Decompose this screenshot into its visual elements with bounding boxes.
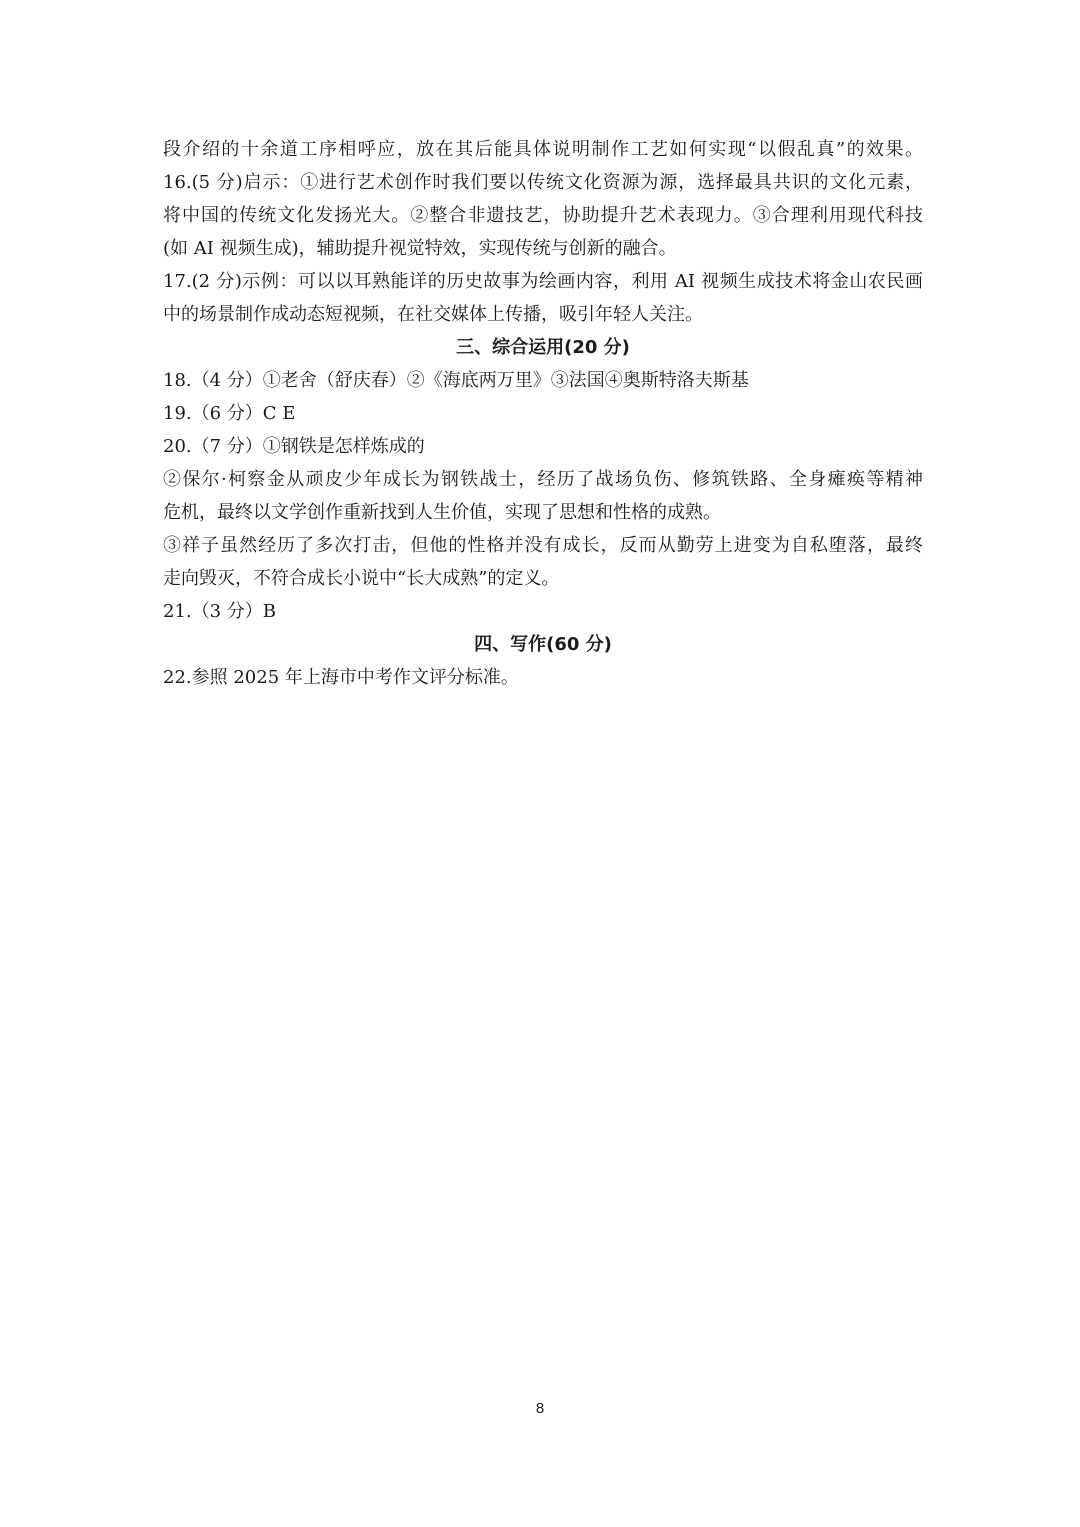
answer-line: 18.（4 分）①老舍（舒庆春）②《海底两万里》③法国④奥斯特洛夫斯基 bbox=[163, 370, 749, 391]
answer-line: ③祥子虽然经历了多次打击，但他的性格并没有成长，反而从勤劳上进变为自私堕落，最终 bbox=[163, 535, 923, 556]
answer-key-content bbox=[163, 133, 923, 694]
text-line: (如 AI 视频生成)，辅助提升视觉特效，实现传统与创新的融合。 bbox=[163, 238, 677, 259]
text-line: 中的场景制作成动态短视频，在社交媒体上传播，吸引年轻人关注。 bbox=[163, 304, 703, 325]
answer-line: 走向毁灭，不符合成长小说中“长大成熟”的定义。 bbox=[163, 568, 560, 589]
answer-line: 21.（3 分）B bbox=[163, 601, 277, 622]
answer-line: 19.（6 分）C E bbox=[163, 403, 296, 424]
text-line: 将中国的传统文化发扬光大。②整合非遗技艺，协助提升艺术表现力。③合理利用现代科技 bbox=[163, 205, 923, 226]
page-number: 8 bbox=[535, 1400, 545, 1417]
text-line: 16.(5 分)启示：①进行艺术创作时我们要以传统文化资源为源，选择最具共识的文化元素， bbox=[163, 172, 923, 193]
answer-line: 危机，最终以文学创作重新找到人生价值，实现了思想和性格的成熟。 bbox=[163, 502, 721, 523]
answer-line: 20.（7 分）①钢铁是怎样炼成的 bbox=[163, 436, 425, 457]
answer-line: ②保尔·柯察金从顽皮少年成长为钢铁战士，经历了战场负伤、修筑铁路、全身瘫痪等精神 bbox=[163, 469, 923, 490]
answer-line: 22.参照 2025 年上海市中考作文评分标准。 bbox=[163, 667, 519, 688]
text-line: 段介绍的十余道工序相呼应，放在其后能具体说明制作工艺如何实现“以假乱真”的效果。 bbox=[163, 139, 923, 160]
section-heading: 三、综合运用(20 分) bbox=[456, 337, 630, 358]
text-line: 17.(2 分)示例：可以以耳熟能详的历史故事为绘画内容，利用 AI 视频生成技术将金山农民画 bbox=[163, 271, 923, 292]
section-heading: 四、写作(60 分) bbox=[474, 634, 612, 655]
